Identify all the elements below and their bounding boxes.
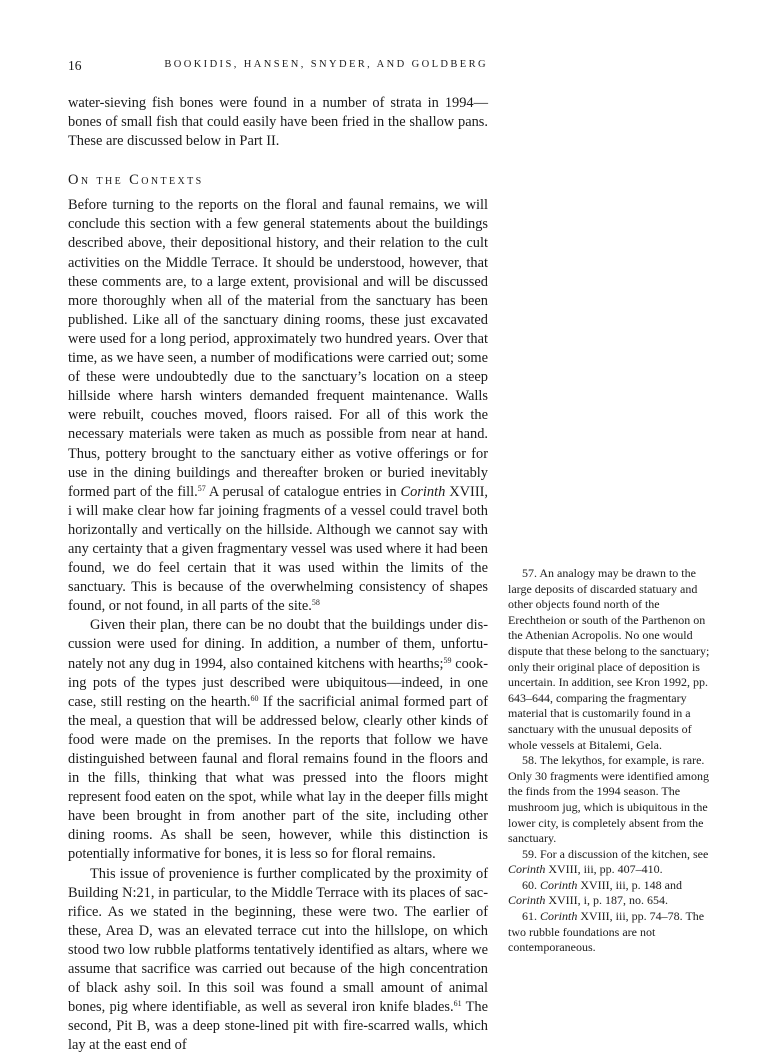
paragraph-2 <box>68 616 488 864</box>
paragraph-2-text-b: cooking pots of the types just described were ubiquitous—indeed, in one case, still resting on the hearth. <box>68 655 488 710</box>
footnote-ref-61: 61 <box>453 999 462 1009</box>
footnote-60-text-c: XVIII, i, p. 187, no. 654. <box>545 893 668 908</box>
paragraph-2-text-a: Given their plan, there can be no doubt that the buildings under discussion were used for dining. In addition, a number of them, unfortunately not any dug in 1994, also contained kitchens with hearths; <box>68 617 488 672</box>
paragraph-3-text-b: The second, Pit B, was a deep stone-lined pit with fire-scarred walls, which lay at the east end of <box>68 999 488 1054</box>
footnote-59-text-b: XVIII, iii, pp. 407–410. <box>545 862 663 877</box>
paragraph-3-text-a: This issue of provenience is further complicated by the proximity of Building N:21, in particular, to the Middle Terrace with its places of sacrifice. As we stated in the beginning, these were two. The earlier of these, Area D, was an elevated terrace cut into the hillslope, on which stood two low rubble platforms tentatively identified as altars, where we assume that sacrifice was carried out because of the high concentration of black ashy soil. In this soil was found a small amount of animal bones, pig where identifiable, as well as several iron knife blades. <box>68 865 488 1016</box>
footnote-61-text-b: XVIII, iii, pp. 74–78. The two rubble foundations are not contemporaneous. <box>508 909 705 955</box>
footnote-ref-59: 59 <box>443 655 452 665</box>
footnote-58: 58. The lekythos, for example, is rare. Only 30 fragments were identified among the finds from the 1994 season. The mushroom jug, which is ubiquitous in the lower city, is completely absent from the sanctuary. <box>508 753 709 846</box>
footnote-60-text-a: 60. <box>522 877 540 892</box>
page-number: 16 <box>68 58 82 73</box>
footnote-57: 57. An analogy may be drawn to the large deposits of discarded statuary and other objects found north of the Erechtheion or south of the Parthenon on the Athenian Acropolis. No one would dispute that these belong to the sanctuary; only their original place of deposition is uncertain. In addition, see Kron 1992, pp. 643–644, comparing the fragmentary material that is customarily found in a sanctuary with the unusual deposits of whole vessels at Bitalemi, Gela. <box>508 566 710 752</box>
footnote-59-text-a: 59. For a discussion of the kitchen, see <box>522 846 709 861</box>
footnote-59-italic: Corinth <box>508 862 546 877</box>
footnote-60 <box>508 878 710 909</box>
section-heading: On the Contexts <box>68 172 204 189</box>
footnote-ref-57: 57 <box>197 483 206 493</box>
paragraph-3 <box>68 865 488 1056</box>
footnote-61-text-a: 61. <box>522 909 540 924</box>
footnote-60-italic-1: Corinth <box>540 877 578 892</box>
footnote-61 <box>508 909 710 956</box>
footnote-61-italic: Corinth <box>540 909 578 924</box>
main-text-column <box>68 94 488 1056</box>
footnote-60-italic-2: Corinth <box>508 893 546 908</box>
paragraph-1 <box>68 196 488 616</box>
paragraph-1-text-b: A perusal of catalogue entries in <box>205 483 401 500</box>
paragraph-1-text-a: Before turning to the reports on the floral and faunal remains, we will conclude this section with a few general statements about the buildings described above, their depositional history, and their relation to the cult activities on the Middle Terrace. It should be understood, however, that these comments are, to a large extent, provisional and will be discussed more thoroughly when all of the material from the sanctuary has been published. Like all of the sanctuary dining rooms, these just excavated were used for a long period, approximately two hundred years. Over that time, as we have seen, a number of modifications were carried out; some of these were undoubtedly due to the sanctuary’s location on a steep hillside where harsh winters demanded frequent maintenance. Walls were rebuilt, couches moved, floors raised. For all of this work the necessary materials were taken as much as possible from near at hand. Thus, pottery brought to the sanctuary either as votive offerings or for use in the dining buildings and thereafter broken or buried inevitably formed part of the fill. <box>68 197 488 500</box>
page-header <box>68 58 488 78</box>
footnote-60-text-b: XVIII, iii, p. 148 and <box>577 877 682 892</box>
footnote-59 <box>508 847 710 878</box>
intro-paragraph: water-sieving fish bones were found in a number of strata in 1994—bones of small fish that could easily have been fried in the shallow pans. These are discussed below in Part II. <box>68 95 488 150</box>
footnote-ref-58: 58 <box>311 598 320 608</box>
footnote-ref-60: 60 <box>250 693 259 703</box>
running-head: BOOKIDIS, HANSEN, SNYDER, AND GOLDBERG <box>164 59 488 70</box>
paragraph-2-text-c: If the sacrificial animal formed part of the meal, a question that will be addressed below, clearly other kinds of food were made on the premises. In the reports that follow we have distinguished between faunal and floral remains found in the floors and in the fills, thinking that what was pressed into the floors might represent food eaten on the spot, while what lay in the deeper fills might have been brought in from another part of the site, including other dining rooms. As shall be seen, however, while this distinction is potentially informative for bones, it is less so for floral remains. <box>68 693 488 863</box>
paragraph-1-italic-corinth: Corinth <box>400 483 446 500</box>
paragraph-1-text-c: XVIII, i will make clear how far joining fragments of a vessel could travel both horizontally and vertically on the hillside. Although we cannot say with any certainty that a given fragmentary vessel was used where it had been found, we do feel certain that it was used within the limits of the sanctuary. This is because of the overwhelming consistency of shapes found, or not found, in all parts of the site. <box>68 483 489 615</box>
footnotes-column <box>508 566 710 956</box>
